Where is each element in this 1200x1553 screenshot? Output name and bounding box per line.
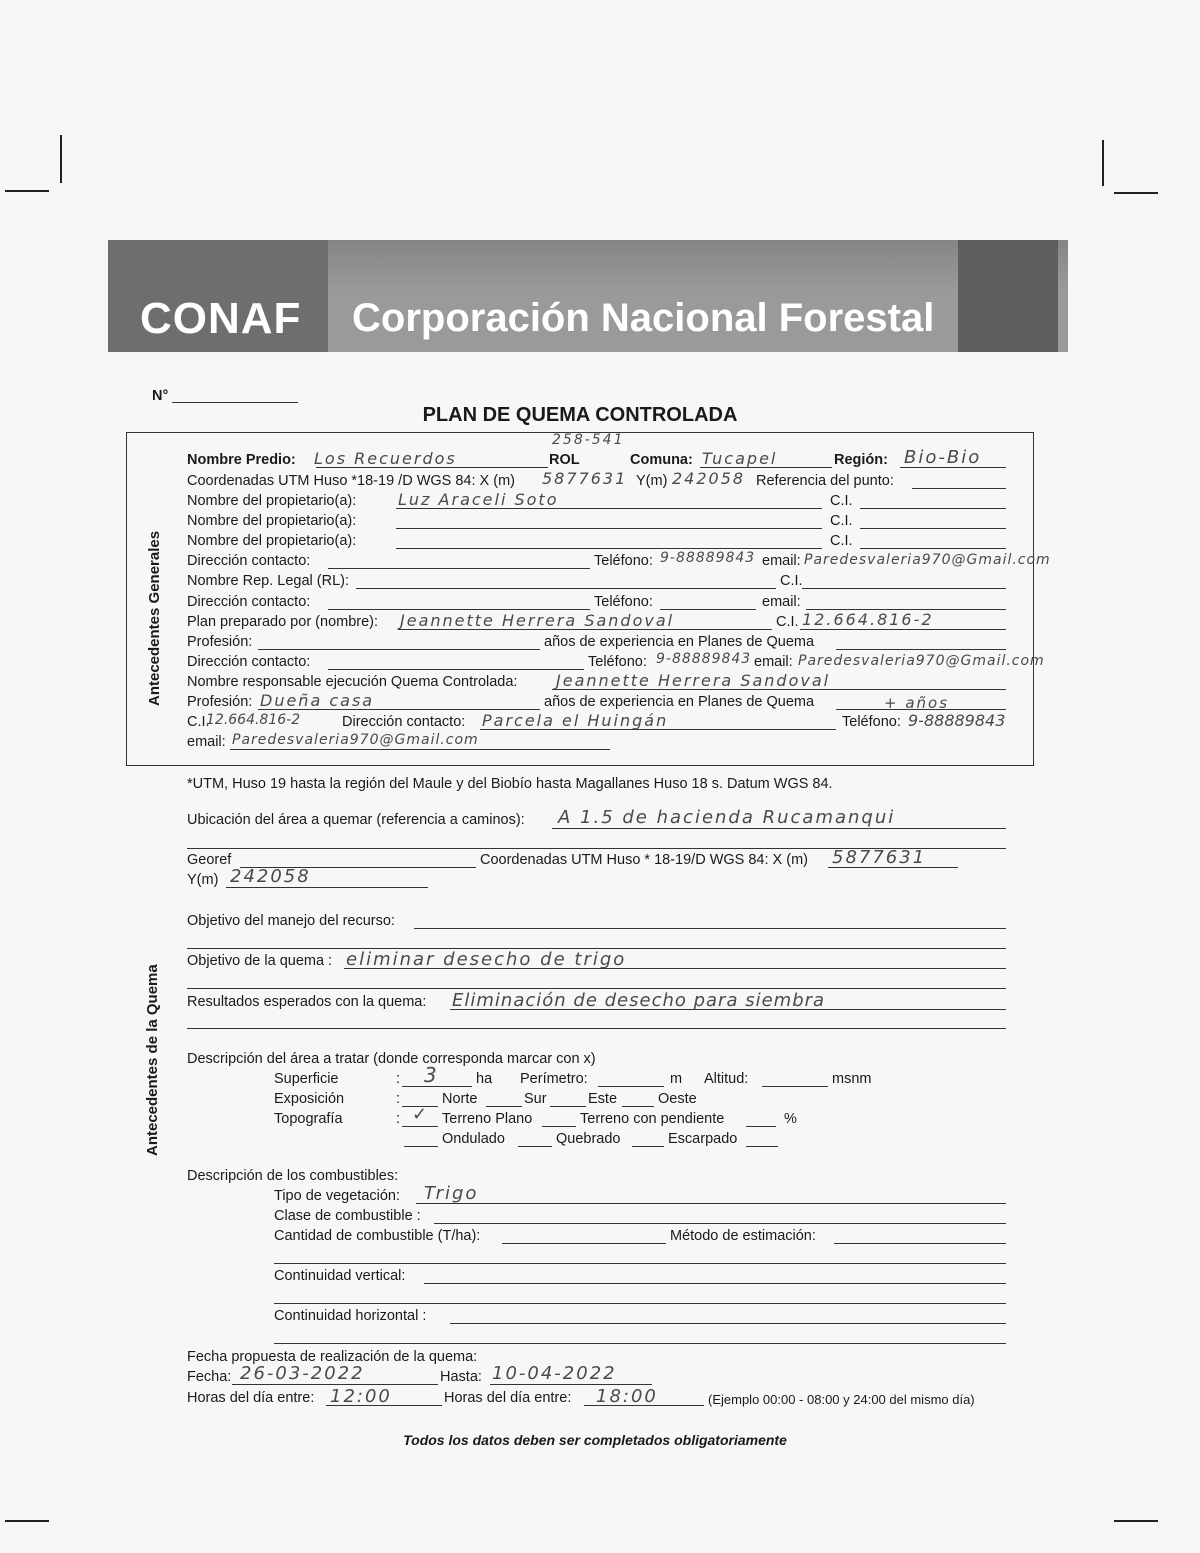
perimetro-label: Perímetro: (520, 1071, 588, 1087)
comuna-value: Tucapel (702, 449, 778, 468)
field-line (746, 1146, 778, 1147)
hasta-label: Hasta: (440, 1369, 482, 1385)
terreno-plano-label: Terreno Plano (442, 1111, 533, 1127)
ci-label-2: C.I. (830, 513, 853, 529)
resultados-value: Eliminación de desecho para siembra (452, 990, 826, 1011)
comuna-label: Comuna: (630, 452, 693, 468)
rep-legal-label: Nombre Rep. Legal (RL): (187, 573, 349, 589)
field-line (416, 1203, 1006, 1204)
altitud-label: Altitud: (704, 1071, 749, 1087)
field-line (542, 1126, 576, 1127)
tipo-veg-label: Tipo de vegetación: (274, 1188, 401, 1204)
escarpado-label: Escarpado (668, 1131, 738, 1147)
coord-x-quema: 5877631 (832, 847, 927, 868)
msnm-label: msnm (832, 1071, 872, 1087)
ci-label-1: C.I. (830, 493, 853, 509)
field-line (328, 669, 584, 670)
check-mark-terreno-plano: ✓ (412, 1104, 430, 1125)
email-value-2: Paredesvaleria970@Gmail.com (798, 653, 1045, 669)
propietario-label-1: Nombre del propietario(a): (187, 493, 357, 509)
crop-mark (1114, 192, 1158, 194)
field-line (860, 548, 1006, 549)
field-line (274, 1343, 1006, 1344)
ci-label-3: C.I. (830, 533, 853, 549)
field-line (274, 1303, 1006, 1304)
fecha-value: 26-03-2022 (240, 1363, 365, 1384)
field-line (912, 488, 1006, 489)
terreno-pendiente-label: Terreno con pendiente (580, 1111, 725, 1127)
colon: : (396, 1071, 401, 1087)
dir-contacto-label-2: Dirección contacto: (187, 594, 311, 610)
resp-value: Jeannette Herrera Sandoval (556, 671, 831, 690)
pct-label: % (784, 1111, 797, 1127)
region-label: Región: (834, 452, 888, 468)
number-line (172, 402, 298, 403)
m-label: m (670, 1071, 683, 1087)
norte-label: Norte (442, 1091, 478, 1107)
field-line (328, 568, 590, 569)
telefono-label-3: Teléfono: (588, 654, 647, 670)
field-line (424, 1283, 1006, 1284)
obj-quema-label: Objetivo de la quema : (187, 953, 333, 969)
field-line (598, 1086, 664, 1087)
region-value: Bio-Bio (904, 447, 982, 468)
resp-email-value: Paredesvaleria970@Gmail.com (232, 732, 479, 748)
field-line (328, 609, 590, 610)
field-line (802, 588, 1006, 589)
resp-label: Nombre responsable ejecución Quema Controlada: (187, 674, 518, 690)
ref-punto-label: Referencia del punto: (756, 473, 894, 489)
colon: : (396, 1091, 401, 1107)
telefono-value-2: 9-88889843 (656, 651, 752, 667)
colon: : (396, 1111, 401, 1127)
brand-logo-text: CONAF (140, 294, 302, 343)
coord-y-value: 242058 (672, 469, 746, 488)
ondulado-label: Ondulado (442, 1131, 505, 1147)
coord-x-value: 5877631 (542, 469, 628, 488)
superficie-label: Superficie (274, 1071, 339, 1087)
combustibles-label: Descripción de los combustibles: (187, 1168, 399, 1184)
field-line (834, 1243, 1006, 1244)
plan-ci-value: 12.664.816-2 (802, 610, 934, 629)
header-banner (108, 240, 1058, 352)
cont-vertical-label: Continuidad vertical: (274, 1268, 406, 1284)
field-line (836, 649, 1006, 650)
resp-ci-value: 12.664.816-2 (206, 712, 301, 728)
ci-label-4: C.I. (780, 573, 803, 589)
email-label-3: email: (754, 654, 793, 670)
quebrado-label: Quebrado (556, 1131, 621, 1147)
section-label-quema: Antecedentes de la Quema (144, 964, 161, 1156)
georef-label: Georef (187, 852, 232, 868)
clase-comb-label: Clase de combustible : (274, 1208, 421, 1224)
resp-dir-value: Parcela el Huingán (482, 711, 669, 730)
topografia-label: Topografía (274, 1111, 343, 1127)
plan-por-label: Plan preparado por (nombre): (187, 614, 379, 630)
email-label-2: email: (762, 594, 801, 610)
coord-y-quema: 242058 (230, 866, 311, 887)
email-value-1: Paredesvaleria970@Gmail.com (804, 552, 1051, 568)
field-line (450, 1323, 1006, 1324)
dir-contacto-label-3: Dirección contacto: (187, 654, 311, 670)
field-line (660, 609, 756, 610)
resp-ci-label: C.I. (187, 714, 210, 730)
cont-horizontal-label: Continuidad horizontal : (274, 1308, 427, 1324)
horas-value-1: 12:00 (330, 1386, 392, 1407)
field-line (860, 528, 1006, 529)
number-label: N° (152, 388, 169, 404)
plan-por-value: Jeannette Herrera Sandoval (400, 611, 675, 630)
page-title: PLAN DE QUEMA CONTROLADA (422, 404, 738, 426)
section-label-generales: Antecedentes Generales (146, 530, 163, 706)
field-line (396, 528, 822, 529)
fecha-label: Fecha: (187, 1369, 232, 1385)
rol-label: ROL (549, 452, 580, 468)
ci-label-5: C.I. (776, 614, 799, 630)
crop-mark (5, 190, 49, 192)
field-line (762, 1086, 828, 1087)
field-line (622, 1106, 654, 1107)
resp-anos-value: + años (884, 694, 950, 712)
profesion-label-2: Profesión: (187, 694, 253, 710)
field-line (258, 649, 540, 650)
field-line (860, 508, 1006, 509)
field-line (356, 588, 776, 589)
cantidad-label: Cantidad de combustible (T/ha): (274, 1228, 481, 1244)
field-line (800, 629, 1006, 630)
field-line (187, 988, 1006, 989)
horas-label-2: Horas del día entre: (444, 1390, 572, 1406)
telefono-label-2: Teléfono: (594, 594, 653, 610)
field-line (404, 1146, 438, 1147)
superficie-value: 3 (424, 1063, 439, 1087)
field-line (552, 828, 1006, 829)
field-line (187, 1028, 1006, 1029)
nombre-predio-label: Nombre Predio: (187, 452, 296, 468)
field-line (518, 1146, 552, 1147)
crop-mark (1102, 140, 1104, 186)
field-line (396, 548, 822, 549)
field-line (232, 1384, 438, 1385)
nombre-predio-value: Los Recuerdos (314, 449, 457, 468)
anos-exp-label-2: años de experiencia en Planes de Quema (544, 694, 815, 710)
coord-label-quema: Coordenadas UTM Huso * 18-19/D WGS 84: X (m) (480, 852, 808, 868)
obj-quema-value: eliminar desecho de trigo (346, 949, 627, 970)
exposicion-label: Exposición (274, 1091, 345, 1107)
field-line (402, 1126, 438, 1127)
ubicacion-label: Ubicación del área a quemar (referencia a caminos): (187, 812, 525, 828)
field-line (632, 1146, 664, 1147)
oeste-label: Oeste (658, 1091, 697, 1107)
field-line (502, 1243, 666, 1244)
field-line (274, 1263, 1006, 1264)
horas-value-2: 18:00 (596, 1386, 658, 1407)
propietario-value-1: Luz Araceli Soto (398, 490, 559, 509)
brand-subtitle: Corporación Nacional Forestal (352, 296, 935, 340)
footer-note: Todos los datos deben ser completados obligatoriamente (403, 1432, 787, 1448)
coord-y-label: Y(m) (636, 473, 668, 489)
telefono-label-1: Teléfono: (594, 553, 653, 569)
resp-profesion-value: Dueña casa (260, 691, 375, 710)
sur-label: Sur (524, 1091, 547, 1107)
coord-label: Coordenadas UTM Huso *18-19 /D WGS 84: X (m) (187, 473, 515, 489)
field-line (550, 1106, 586, 1107)
crop-mark (1114, 1520, 1158, 1522)
field-line (490, 1384, 652, 1385)
field-line (414, 928, 1006, 929)
descripcion-label: Descripción del área a tratar (donde corresponda marcar con x) (187, 1051, 596, 1067)
propietario-label-2: Nombre del propietario(a): (187, 513, 357, 529)
fecha-prop-label: Fecha propuesta de realización de la quema: (187, 1349, 478, 1365)
field-line (226, 887, 428, 888)
field-line (230, 749, 610, 750)
horas-ejemplo: (Ejemplo 00:00 - 08:00 y 24:00 del mismo día) (708, 1392, 975, 1407)
ubicacion-value: A 1.5 de hacienda Rucamanqui (558, 807, 896, 828)
anos-exp-label-1: años de experiencia en Planes de Quema (544, 634, 815, 650)
resp-tel-value: 9-88889843 (908, 711, 1006, 730)
email-label-1: email: (762, 553, 801, 569)
profesion-label-1: Profesión: (187, 634, 253, 650)
resp-email-label: email: (187, 734, 226, 750)
field-line (486, 1106, 522, 1107)
telefono-label-4: Teléfono: (842, 714, 901, 730)
dir-contacto-label-1: Dirección contacto: (187, 553, 311, 569)
telefono-value-1: 9-88889843 (660, 550, 756, 566)
ha-label: ha (476, 1071, 493, 1087)
tipo-veg-value: Trigo (424, 1183, 479, 1204)
ym-label: Y(m) (187, 872, 219, 888)
horas-label-1: Horas del día entre: (187, 1390, 315, 1406)
crop-mark (5, 1520, 49, 1522)
este-label: Este (588, 1091, 618, 1107)
field-line (434, 1223, 1006, 1224)
hasta-value: 10-04-2022 (492, 1363, 617, 1384)
propietario-label-3: Nombre del propietario(a): (187, 533, 357, 549)
resultados-label: Resultados esperados con la quema: (187, 994, 427, 1010)
dir-contacto-label-4: Dirección contacto: (342, 714, 466, 730)
crop-mark (60, 135, 62, 183)
obj-manejo-label: Objetivo del manejo del recurso: (187, 913, 395, 929)
field-line (746, 1126, 776, 1127)
rol-value: 258-541 (552, 432, 625, 448)
metodo-label: Método de estimación: (670, 1228, 816, 1244)
utm-note: *UTM, Huso 19 hasta la región del Maule y del Biobío hasta Magallanes Huso 18 s. Datum WGS 84. (187, 776, 833, 792)
